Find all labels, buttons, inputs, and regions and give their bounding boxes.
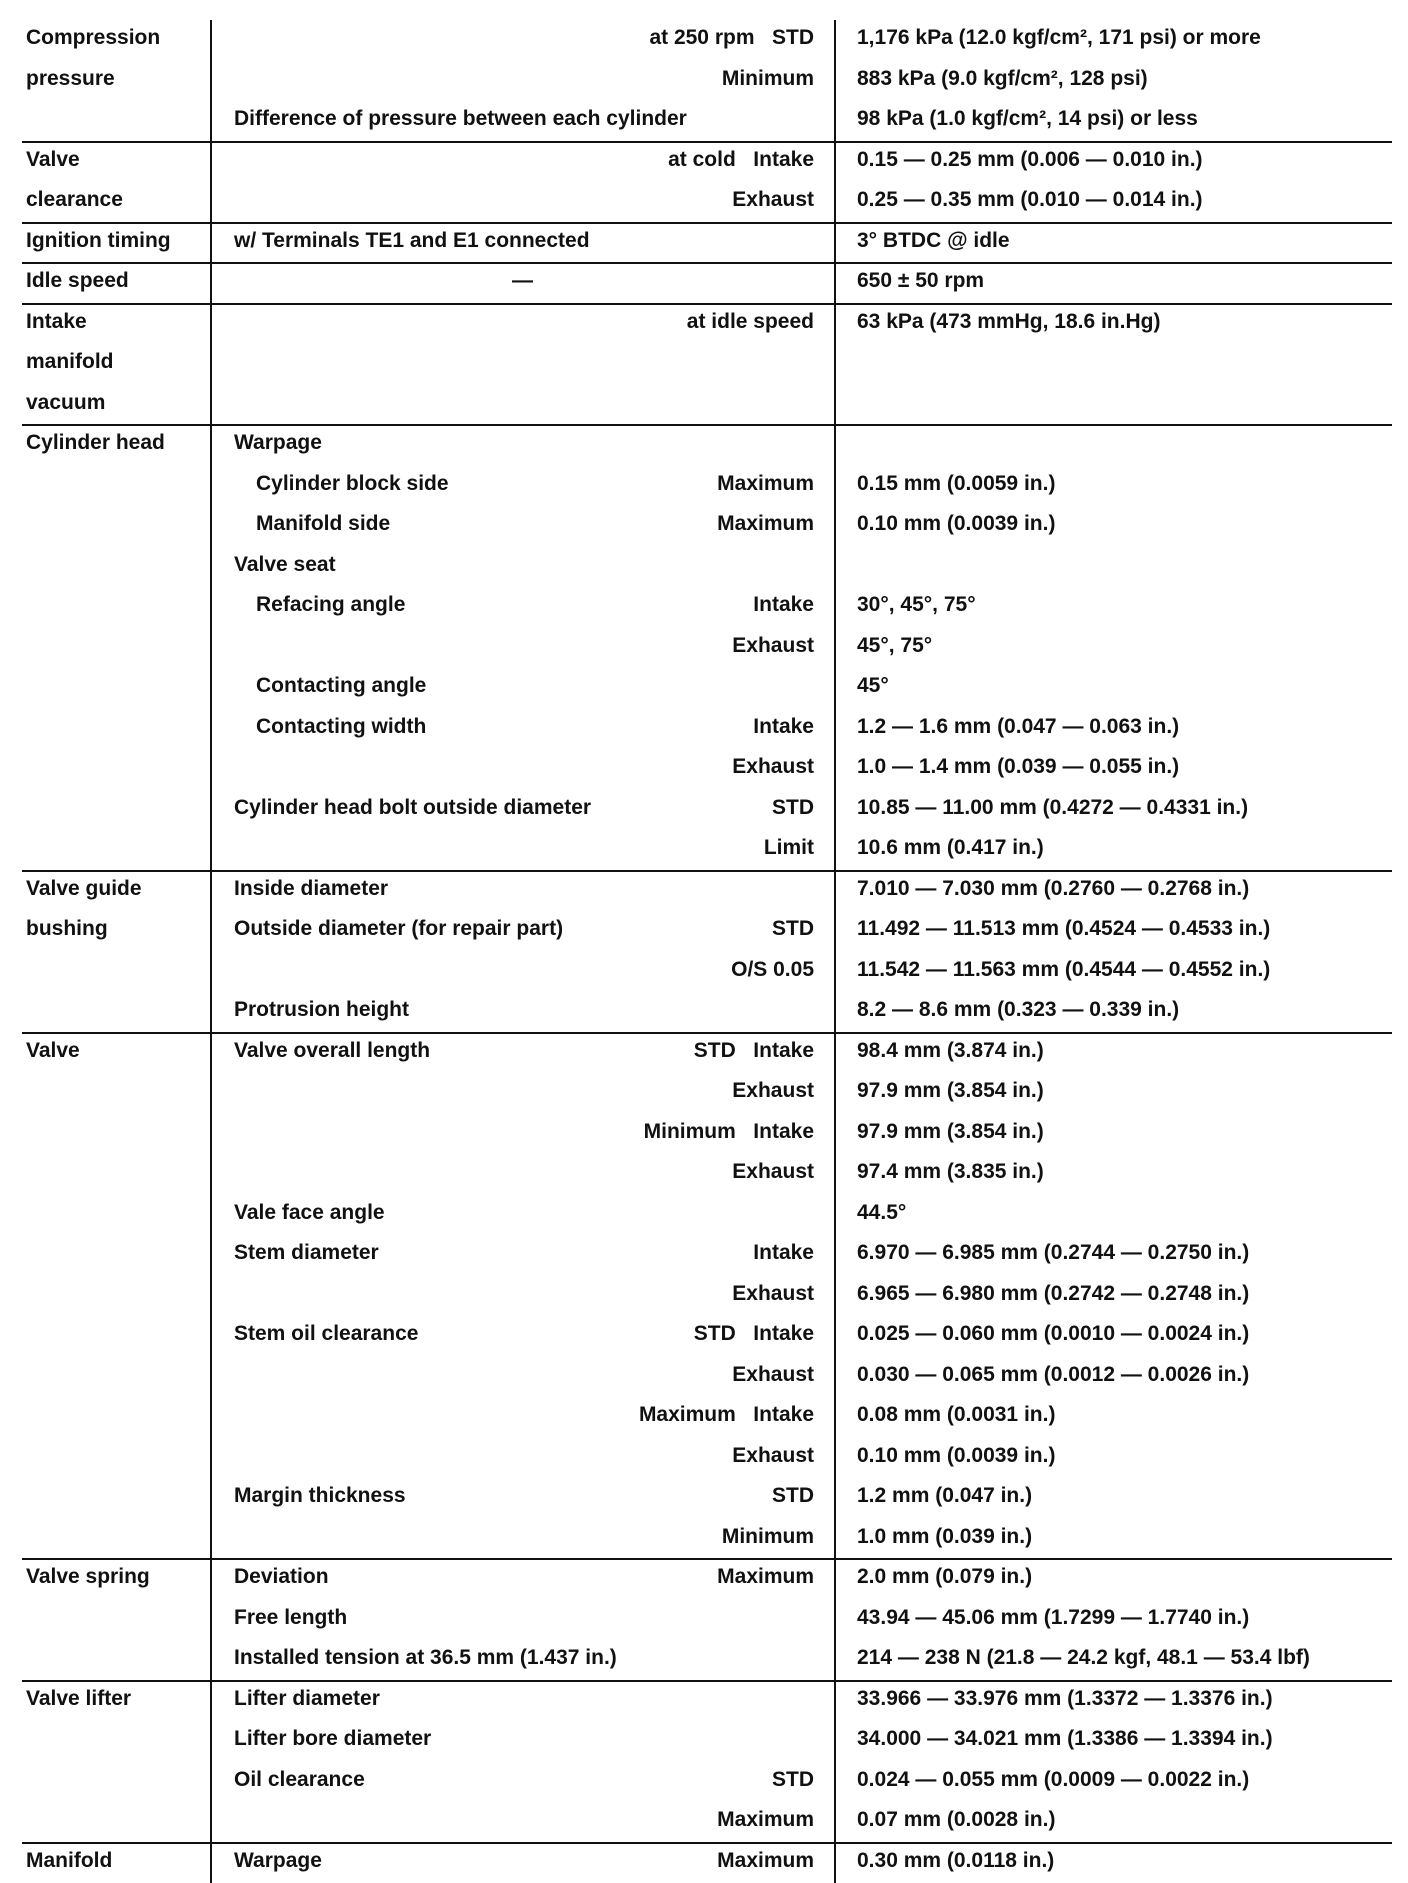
spec-item: Stem diameter [234,1241,379,1265]
spec-value: 0.024 — 0.055 mm (0.0009 — 0.0022 in.) [857,1768,1249,1792]
spec-value: 0.10 mm (0.0039 in.) [857,1444,1055,1468]
spec-qualifier: STD [772,1768,814,1792]
spec-qualifier: Limit [764,836,814,860]
spec-qualifier: STD [772,796,814,820]
spec-qualifier: Exhaust [732,1160,814,1184]
spec-value: 1.0 — 1.4 mm (0.039 — 0.055 in.) [857,755,1179,779]
spec-item: Warpage [234,1849,322,1873]
spec-item: Warpage [234,431,322,455]
spec-value: 0.25 — 0.35 mm (0.010 — 0.014 in.) [857,188,1203,212]
column-divider-left [210,1843,212,1883]
spec-qualifier: Minimum [722,67,814,91]
spec-value: 97.4 mm (3.835 in.) [857,1160,1044,1184]
spec-value: 0.30 mm (0.0118 in.) [857,1849,1054,1873]
spec-qualifier: Exhaust [732,755,814,779]
column-divider-right [834,871,836,1033]
spec-qualifier: Exhaust [732,634,814,658]
column-divider-left [210,263,212,304]
spec-value: 30°, 45°, 75° [857,593,976,617]
spec-qualifier: STD [772,1484,814,1508]
spec-section [22,1681,1392,1843]
section-name: Cylinder head [26,423,165,464]
spec-section [22,1559,1392,1681]
column-divider-right [834,304,836,426]
section-name: Compression pressure [26,18,160,99]
column-divider-left [210,1033,212,1560]
section-name: Valve spring [26,1557,150,1598]
spec-section [22,425,1392,871]
column-divider-right [834,20,836,142]
spec-subitem: Refacing angle [256,593,405,617]
spec-value: 11.492 — 11.513 mm (0.4524 — 0.4533 in.) [857,917,1270,941]
column-divider-left [210,425,212,871]
spec-qualifier: Exhaust [732,1282,814,1306]
spec-item: Valve seat [234,553,336,577]
spec-value: 43.94 — 45.06 mm (1.7299 — 1.7740 in.) [857,1606,1249,1630]
spec-value: 2.0 mm (0.079 in.) [857,1565,1032,1589]
spec-qualifier: Exhaust [732,188,814,212]
spec-value: 0.15 mm (0.0059 in.) [857,472,1055,496]
spec-value: 44.5° [857,1201,906,1225]
spec-section [22,263,1392,304]
spec-qualifier: Exhaust [732,1444,814,1468]
spec-qualifier: STD [772,917,814,941]
spec-value: 0.025 — 0.060 mm (0.0010 — 0.0024 in.) [857,1322,1249,1346]
spec-value: 98 kPa (1.0 kgf/cm², 14 psi) or less [857,107,1198,131]
column-divider-left [210,223,212,264]
spec-value: 97.9 mm (3.854 in.) [857,1079,1044,1103]
spec-qualifier: Exhaust [732,1079,814,1103]
spec-qualifier: Minimum Intake [644,1120,814,1144]
spec-value: 6.970 — 6.985 mm (0.2744 — 0.2750 in.) [857,1241,1249,1265]
spec-section [22,304,1392,426]
spec-value: 10.85 — 11.00 mm (0.4272 — 0.4331 in.) [857,796,1248,820]
spec-section [22,871,1392,1033]
spec-item: Margin thickness [234,1484,406,1508]
column-divider-right [834,223,836,264]
specification-table [22,20,1392,1878]
spec-qualifier: O/S 0.05 [731,958,814,982]
spec-value: 883 kPa (9.0 kgf/cm², 128 psi) [857,67,1148,91]
section-name: Valve guide bushing [26,869,142,950]
spec-value: 33.966 — 33.976 mm (1.3372 — 1.3376 in.) [857,1687,1273,1711]
spec-qualifier: at idle speed [687,310,814,334]
column-divider-left [210,142,212,223]
spec-value: 98.4 mm (3.874 in.) [857,1039,1044,1063]
spec-qualifier: at cold Intake [668,148,814,172]
spec-subitem: Cylinder block side [256,472,449,496]
spec-item: Protrusion height [234,998,409,1022]
spec-subitem: Contacting width [256,715,426,739]
column-divider-left [210,1559,212,1681]
spec-value: 6.965 — 6.980 mm (0.2742 — 0.2748 in.) [857,1282,1249,1306]
spec-value: 1.0 mm (0.039 in.) [857,1525,1032,1549]
spec-item: w/ Terminals TE1 and E1 connected [234,229,590,253]
spec-value: 214 — 238 N (21.8 — 24.2 kgf, 48.1 — 53.4 lbf) [857,1646,1310,1670]
section-name: Valve [26,1031,80,1072]
spec-subitem: Contacting angle [256,674,426,698]
spec-qualifier: STD Intake [694,1039,814,1063]
spec-qualifier: Intake [753,1241,814,1265]
spec-item: Oil clearance [234,1768,365,1792]
spec-item: Installed tension at 36.5 mm (1.437 in.) [234,1646,617,1670]
spec-qualifier: Exhaust [732,1363,814,1387]
section-name: Valve clearance [26,140,123,221]
column-divider-right [834,1559,836,1681]
spec-item: Deviation [234,1565,329,1589]
spec-value: 45° [857,674,889,698]
spec-value: 45°, 75° [857,634,932,658]
spec-value: 650 ± 50 rpm [857,269,984,293]
center-dash: — [512,269,533,293]
spec-qualifier: STD Intake [694,1322,814,1346]
spec-value: 0.08 mm (0.0031 in.) [857,1403,1055,1427]
spec-section [22,1843,1392,1883]
spec-item: Free length [234,1606,347,1630]
spec-section [22,20,1392,142]
section-name: Manifold [26,1841,112,1882]
column-divider-left [210,871,212,1033]
spec-qualifier: Intake [753,593,814,617]
spec-value: 0.10 mm (0.0039 in.) [857,512,1055,536]
spec-qualifier: Intake [753,715,814,739]
spec-item: Lifter diameter [234,1687,380,1711]
spec-section [22,1033,1392,1560]
column-divider-right [834,142,836,223]
spec-value: 11.542 — 11.563 mm (0.4544 — 0.4552 in.) [857,958,1270,982]
column-divider-left [210,304,212,426]
spec-value: 3° BTDC @ idle [857,229,1010,253]
spec-value: 10.6 mm (0.417 in.) [857,836,1044,860]
column-divider-right [834,425,836,871]
spec-item: Inside diameter [234,877,388,901]
spec-item: Lifter bore diameter [234,1727,431,1751]
spec-section [22,142,1392,223]
spec-section [22,223,1392,264]
spec-qualifier: Maximum [717,472,814,496]
section-name: Valve lifter [26,1679,131,1720]
spec-value: 7.010 — 7.030 mm (0.2760 — 0.2768 in.) [857,877,1249,901]
spec-item: Difference of pressure between each cylinder [234,107,687,131]
section-name: Idle speed [26,261,129,302]
section-name: Ignition timing [26,221,171,262]
spec-qualifier: at 250 rpm STD [649,26,814,50]
column-divider-right [834,263,836,304]
spec-value: 1,176 kPa (12.0 kgf/cm², 171 psi) or more [857,26,1261,50]
spec-value: 0.07 mm (0.0028 in.) [857,1808,1055,1832]
spec-item: Outside diameter (for repair part) [234,917,563,941]
spec-value: 8.2 — 8.6 mm (0.323 — 0.339 in.) [857,998,1179,1022]
section-name: Intake manifold vacuum [26,302,114,424]
spec-subitem: Manifold side [256,512,390,536]
spec-value: 63 kPa (473 mmHg, 18.6 in.Hg) [857,310,1160,334]
spec-value: 97.9 mm (3.854 in.) [857,1120,1044,1144]
spec-value: 0.030 — 0.065 mm (0.0012 — 0.0026 in.) [857,1363,1249,1387]
spec-item: Vale face angle [234,1201,385,1225]
spec-qualifier: Maximum [717,1808,814,1832]
spec-item: Cylinder head bolt outside diameter [234,796,591,820]
spec-value: 1.2 mm (0.047 in.) [857,1484,1032,1508]
spec-qualifier: Maximum [717,512,814,536]
spec-value: 1.2 — 1.6 mm (0.047 — 0.063 in.) [857,715,1179,739]
spec-qualifier: Maximum [717,1565,814,1589]
spec-qualifier: Minimum [722,1525,814,1549]
column-divider-right [834,1843,836,1883]
spec-qualifier: Maximum [717,1849,814,1873]
column-divider-right [834,1681,836,1843]
spec-value: 0.15 — 0.25 mm (0.006 — 0.010 in.) [857,148,1203,172]
spec-item: Stem oil clearance [234,1322,418,1346]
spec-qualifier: Maximum Intake [639,1403,814,1427]
column-divider-left [210,20,212,142]
spec-value: 34.000 — 34.021 mm (1.3386 — 1.3394 in.) [857,1727,1273,1751]
column-divider-right [834,1033,836,1560]
spec-item: Valve overall length [234,1039,430,1063]
column-divider-left [210,1681,212,1843]
